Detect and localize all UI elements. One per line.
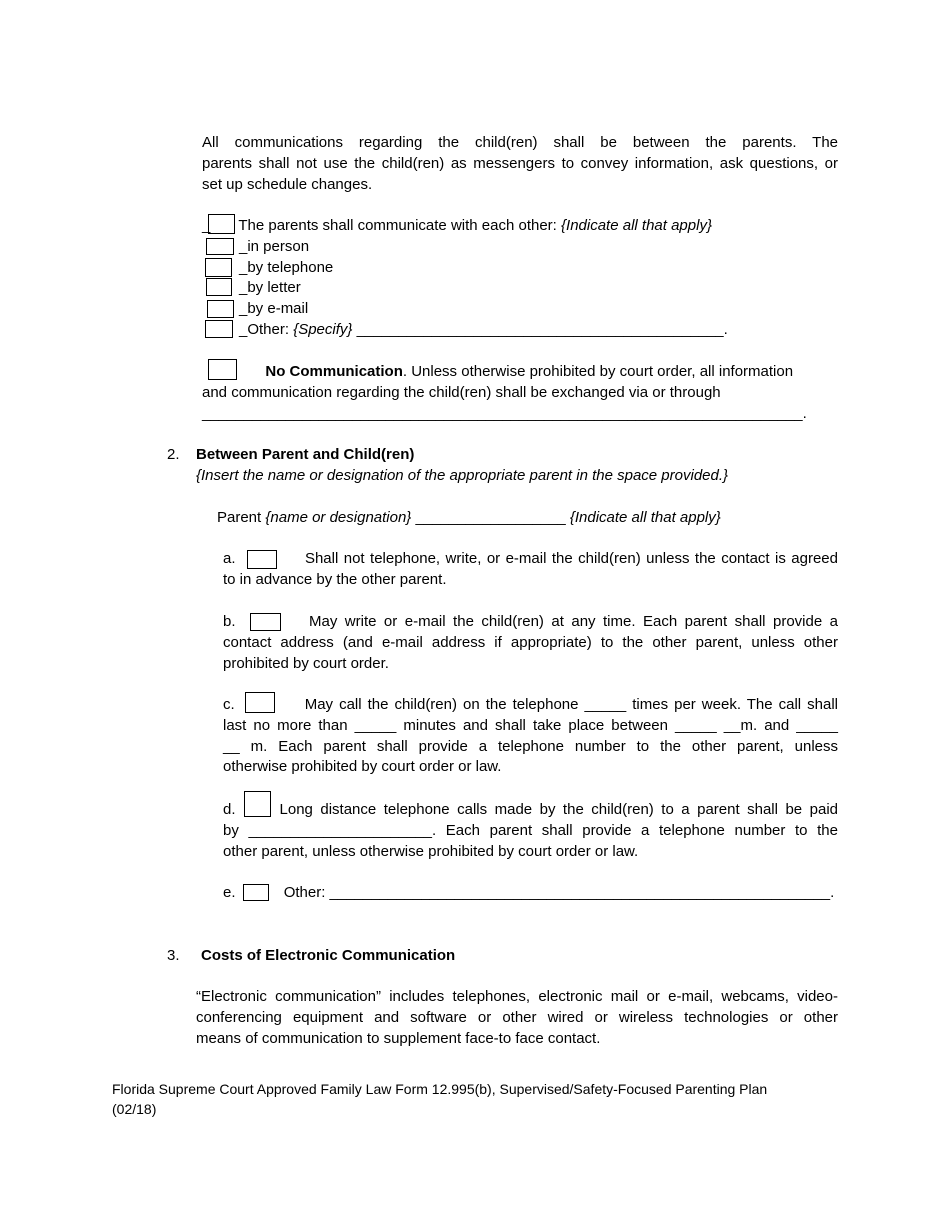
section-3-title: Costs of Electronic Communication — [201, 947, 456, 964]
intro-line-1: All communications regarding the child(ren) shall be between the parents. The — [202, 134, 838, 151]
option-b-line-3: prohibited by court order. — [223, 654, 389, 672]
section-3-line-1: “Electronic communication” includes telephones, electronic mail or e-mail, webcams, video- — [196, 988, 838, 1005]
option-d — [223, 800, 838, 862]
option-letter: _by letter — [239, 279, 301, 297]
no-comm-rest: . Unless otherwise prohibited by court order, all information — [402, 363, 794, 380]
option-d-line-3: other parent, unless otherwise prohibited by court order or law. — [223, 842, 639, 860]
option-b — [223, 612, 838, 674]
option-e-line — [223, 883, 838, 904]
option-b-prefix: b. — [223, 613, 243, 630]
option-d-line-2: by ______________________. Each parent shall provide a telephone number to the — [223, 821, 838, 839]
option-a-text: Shall not telephone, write, or e-mail the child(ren) unless the contact is agreed — [304, 550, 838, 567]
no-communication-paragraph — [202, 362, 838, 424]
option-c — [223, 695, 838, 778]
parent-row — [217, 508, 721, 529]
parent-apply: {Indicate all that apply} — [569, 509, 721, 526]
option-b-line-2: contact address (and e-mail address if appropriate) to the other parent, unless other — [223, 633, 838, 651]
option-d-prefix: d. — [223, 801, 236, 818]
footer — [112, 1079, 767, 1119]
option-d-text: Long distance telephone calls made by the child(ren) to a parent shall be paid — [279, 801, 838, 818]
intro-line-3: set up schedule changes. — [202, 175, 373, 193]
section-3-paragraph — [196, 987, 838, 1049]
option-a-prefix: a. — [223, 550, 241, 567]
intro-paragraph — [202, 133, 838, 195]
no-comm-line-3[interactable]: ________________________________________________________________________. — [202, 404, 807, 422]
other-label: _Other: — [239, 320, 294, 338]
lead-text: The parents shall communicate with each other: — [238, 217, 562, 234]
footer-line-2: (02/18) — [112, 1101, 157, 1117]
communicate-lead — [202, 216, 728, 237]
section-3-number: 3. — [167, 947, 180, 964]
footer-line-1: Florida Supreme Court Approved Family Law Form 12.995(b), Supervised/Safety-Focused Parenting Plan — [112, 1081, 768, 1097]
section-2-number: 2. — [167, 446, 180, 463]
section-3-line-2: conferencing equipment and software or other wired or wireless technologies or other — [196, 1008, 838, 1026]
other-specify: {Specify} — [293, 320, 353, 338]
option-other — [202, 320, 728, 341]
communication-options — [202, 216, 728, 341]
option-telephone: _by telephone — [239, 258, 334, 276]
option-b-text: May write or e-mail the child(ren) at any time. Each parent shall provide a — [308, 613, 838, 630]
option-c-text: May call the child(ren) on the telephone _____ times per week. The call shall — [304, 696, 838, 713]
other-blank[interactable]: ____________________________________________. — [352, 320, 728, 338]
option-a-line-2: to in advance by the other parent. — [223, 570, 447, 588]
option-e-text[interactable]: Other: ____________________________________________________________. — [283, 884, 835, 901]
option-c-line-3: __ m. Each parent shall provide a telephone number to the other parent, unless — [223, 737, 838, 755]
option-e-prefix: e. — [223, 884, 240, 901]
option-c-line-4: otherwise prohibited by court order or law. — [223, 758, 502, 776]
option-a-line-1 — [223, 549, 838, 570]
section-2-title: Between Parent and Child(ren) — [196, 446, 415, 463]
option-a — [223, 549, 838, 591]
section-2-heading — [196, 445, 728, 487]
option-in-person: _in person — [239, 237, 310, 255]
option-c-prefix: c. — [223, 696, 241, 713]
no-comm-title: No Communication — [265, 363, 403, 380]
option-c-line-1 — [223, 695, 838, 716]
parent-designation: {name or designation} — [265, 509, 412, 526]
section-2-instruction: {Insert the name or designation of the appropriate parent in the space provided.} — [196, 466, 729, 484]
lead-underscore: _ — [202, 217, 211, 234]
section-3-line-3: means of communication to supplement face-to face contact. — [196, 1029, 601, 1047]
parent-blank[interactable]: __________________ — [411, 509, 570, 526]
option-e — [223, 883, 838, 904]
option-b-line-1 — [223, 612, 838, 633]
parent-label: Parent — [217, 509, 266, 526]
option-d-line-1 — [223, 800, 838, 821]
lead-instruction: {Indicate all that apply} — [561, 217, 712, 234]
no-comm-line-1 — [202, 362, 838, 383]
parent-line — [217, 508, 721, 529]
option-c-line-2: last no more than _____ minutes and shall take place between _____ __m. and _____ — [223, 716, 838, 734]
no-comm-line-2: and communication regarding the child(ren) shall be exchanged via or through — [202, 383, 721, 401]
intro-line-2: parents shall not use the child(ren) as messengers to convey information, ask questions, or — [202, 154, 838, 172]
option-email: _by e-mail — [239, 300, 309, 318]
